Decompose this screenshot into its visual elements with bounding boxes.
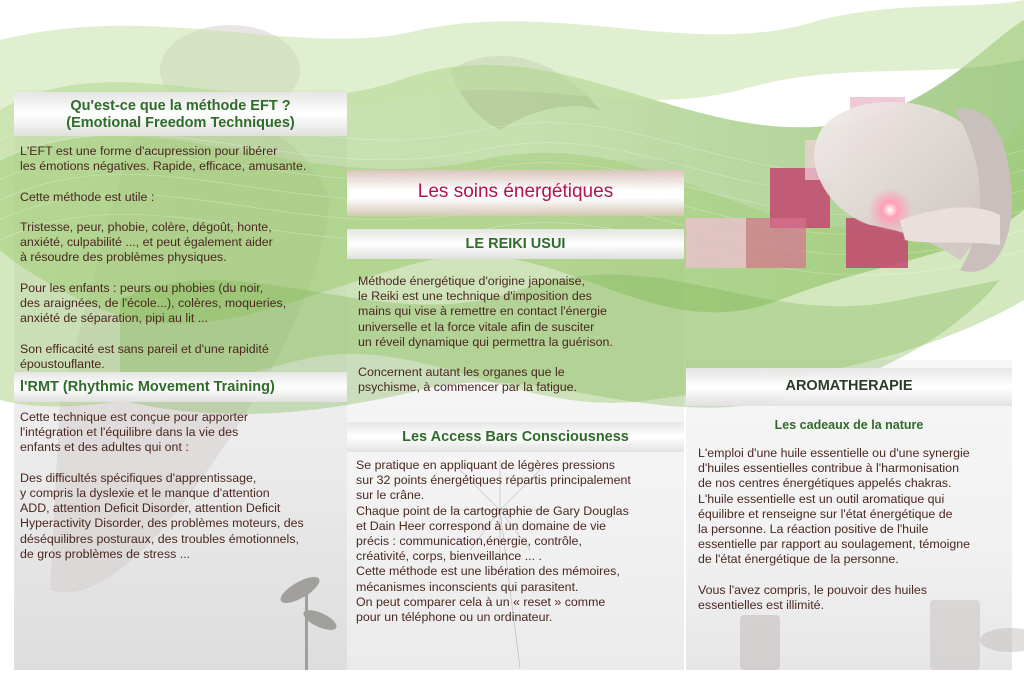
rmt-title: l'RMT (Rhythmic Movement Training) — [20, 379, 275, 395]
main-title-band — [347, 170, 684, 216]
aroma-title: AROMATHERAPIE — [785, 378, 913, 394]
access-body-text: Se pratique en appliquant de légères pressions sur 32 points énergétiques répartis principalement sur le crâne. Chaque point de la cartographie de Gary Douglas et Dain Heer correspond à un domaine de vie précis : communication,énergie, contrôle, créativité, corps, bienveillance ... . Cette méthode est une libération des mémoires, mécanismes inconscients qui parasitent. On peut comparer cela à un « reset » comme pour un téléphone ou un ordinateur. — [356, 458, 631, 625]
access-title: Les Access Bars Consciousness — [402, 429, 629, 445]
eft-title-line-1: Qu'est-ce que la méthode EFT ? — [70, 98, 291, 114]
eft-body-text: L'EFT est une forme d'acupression pour libérer les émotions négatives. Rapide, efficace, amusante. Cette méthode est utile : Tristesse, peur, phobie, colère, dégoût, honte, anxiété, culpabilité ..., et peut également aider à résoudre des problèmes physiques. Pour les enfants : peurs ou phobies (du noir, des araignées, de l'école...), colères, moqueries, anxiété de séparation, pipi au lit ... Son efficacité est sans pareil et d'une rapidité époustouflante. — [20, 144, 307, 371]
main-title: Les soins énergétiques — [417, 181, 614, 202]
rmt-title-band — [14, 372, 347, 402]
aroma-subtitle: Les cadeaux de la nature — [774, 418, 924, 432]
reiki-title: LE REIKI USUI — [465, 236, 566, 252]
rmt-body-text: Cette technique est conçue pour apporter l'intégration et l'équilibre dans la vie des enfants et des adultes qui ont : Des difficultés spécifiques d'apprentissage, y compris la dyslexie et le manque d'attention ADD, attention Deficit Disorder, attention Deficit Hyperactivity Disorder, des problèmes moteurs, des déséquilibres posturaux, des troubles émotionnels, de gros problèmes de stress ... — [20, 410, 304, 561]
access-title-band — [347, 422, 684, 452]
aroma-title-band — [686, 368, 1012, 406]
aroma-body-text: L'emploi d'une huile essentielle ou d'une synergie d'huiles essentielles contribue à l'harmonisation de nos centres énergétiques appelés chakras. L'huile essentielle est un outil aromatique qui équilibre et renseigne sur l'état énergétique de la personne. La réaction positive de l'huile essentielle par rapport au soulagement, témoigne de l'état énergétique de la personne. Vous l'avez compris, le pouvoir des huiles essentielles est illimité. — [698, 446, 971, 613]
eft-title-line-2: (Emotional Freedom Techniques) — [66, 115, 295, 131]
eft-title-band — [14, 92, 347, 136]
reiki-body-text: Méthode énergétique d'origine japonaise, le Reiki est une technique d'imposition des mains qui vise à remettre en contact l'énergie universelle et la force vitale afin de susciter un réveil dynamique qui permettra la guérison. Concernent autant les organes que le psychisme, à commencer par la fatigue. — [358, 274, 613, 395]
reiki-title-band — [347, 229, 684, 259]
